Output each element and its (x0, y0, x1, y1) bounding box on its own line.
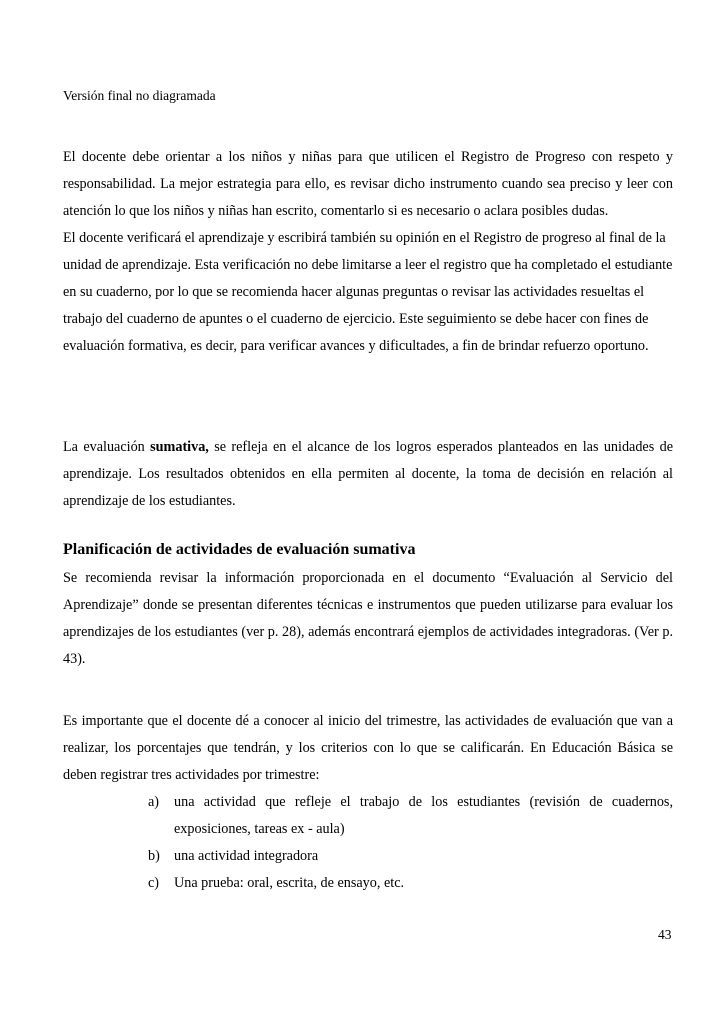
paragraph-importante: Es importante que el docente dé a conocer al inicio del trimestre, las actividades de evaluación que van a realizar, los porcentajes que tendrán, y los criterios con lo que se calificarán. En Educación Básica se deben registrar tres actividades por trimestre: (63, 713, 673, 783)
header-note: Versión final no diagramada (63, 88, 216, 103)
list-item-text: Una prueba: oral, escrita, de ensayo, etc. (174, 875, 405, 891)
list-item (63, 870, 673, 897)
paragraph-evaluacion-sumativa (63, 434, 673, 515)
list-item-text: una actividad que refleje el trabajo de los estudiantes (revisión de cuadernos, exposiciones, tareas ex - aula) (174, 794, 673, 837)
section-planificacion (63, 565, 673, 673)
section-evaluacion-sumativa (63, 434, 673, 515)
paragraph-evaluacion-lead: La evaluación (63, 439, 145, 455)
list-item (63, 789, 673, 843)
list-item-text: una actividad integradora (174, 848, 319, 864)
paragraph-evaluacion-rest: se refleja en el alcance de los logros esperados planteados en las unidades de aprendizaje. Los resultados obtenidos en ella permiten al docente, la toma de decisión en relación al aprendizaje de los estudiantes. (63, 439, 673, 509)
list-marker: c) (148, 875, 160, 891)
paragraph-verificacion: El docente verificará el aprendizaje y escribirá también su opinión en el Registro de progreso al final de la unidad de aprendizaje. Esta verificación no debe limitarse a leer el registro que ha completado el estudiante en su cuaderno, por lo que se recomienda hacer algunas preguntas o revisar las actividades resueltas el trabajo del cuaderno de apuntes o el cuaderno de ejercicio. Este seguimiento se debe hacer con fines de evaluación formativa, es decir, para verificar avances y dificultades, a fin de brindar refuerzo oportuno. (63, 230, 673, 354)
paragraph-recomendacion: Se recomienda revisar la información proporcionada en el documento “Evaluación al Servicio del Aprendizaje” donde se presentan diferentes técnicas e instrumentos que pueden utilizarse para evaluar los aprendizajes de los estudiantes (ver p. 28), además encontrará ejemplos de actividades integradoras. (Ver p. 43). (63, 570, 673, 667)
section-registro-progreso (63, 144, 673, 360)
list-marker: a) (148, 794, 160, 810)
section-actividades (63, 708, 673, 897)
list-marker: b) (148, 848, 160, 864)
bold-term-sumativa: sumativa, (150, 439, 209, 455)
activities-list (63, 789, 673, 897)
paragraph-registro-progreso: El docente debe orientar a los niños y niñas para que utilicen el Registro de Progreso con respeto y responsabilidad. La mejor estrategia para ello, es revisar dicho instrumento cuando sea preciso y leer con atención lo que los niños y niñas han escrito, comentarlo si es necesario o aclara posibles dudas. (63, 149, 673, 219)
page-number: 43 (658, 927, 672, 942)
list-item (63, 843, 673, 870)
section-heading: Planificación de actividades de evaluación sumativa (63, 541, 416, 558)
